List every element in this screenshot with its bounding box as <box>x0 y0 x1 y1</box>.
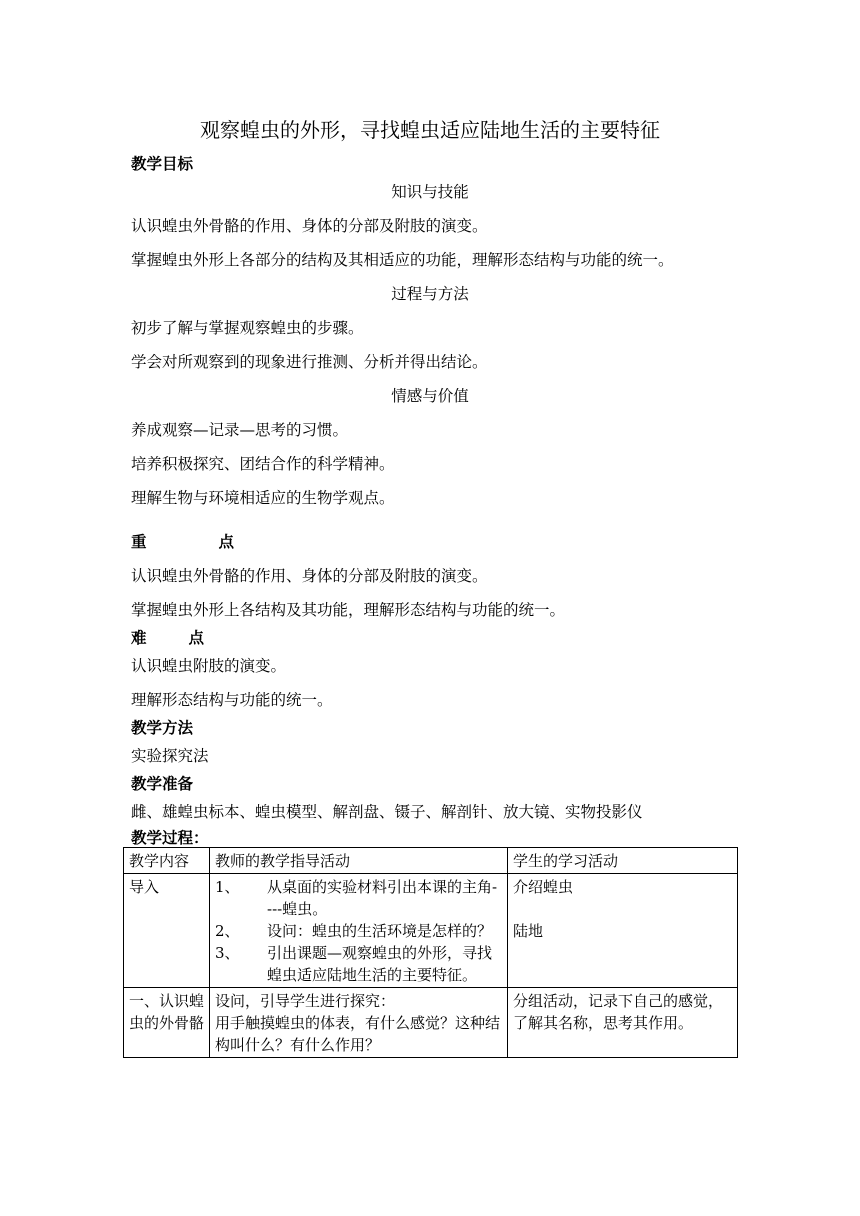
student-activity: 陆地 <box>513 922 544 940</box>
key-points-heading-char: 重 <box>131 532 147 551</box>
knowledge-item: 掌握蝗虫外形上各部分的结构及其相适应的功能，理解形态结构与功能的统一。 <box>131 251 674 269</box>
process-item: 学会对所观察到的现象进行推测、分析并得出结论。 <box>131 353 488 371</box>
table-header-cell: 教学内容 <box>124 848 210 874</box>
table-row <box>124 988 738 1058</box>
lesson-table <box>123 847 738 1058</box>
difficult-points-heading-char: 难 <box>131 628 147 647</box>
difficult-points-heading-char: 点 <box>188 628 205 647</box>
emotion-item: 培养积极探究、团结合作的科学精神。 <box>131 455 395 473</box>
process-heading: 过程与方法 <box>391 285 469 303</box>
objectives-heading: 教学目标 <box>131 154 194 173</box>
emotion-heading: 情感与价值 <box>391 387 469 405</box>
list-text: 从桌面的实验材料引出本课的主角----蝗虫。 <box>267 878 498 918</box>
key-point-item: 掌握蝗虫外形上各结构及其功能，理解形态结构与功能的统一。 <box>131 601 566 619</box>
table-cell-content: 一、认识蝗虫的外骨骼 <box>124 988 210 1058</box>
difficult-points-heading <box>131 626 204 648</box>
preparation-heading: 教学准备 <box>131 774 194 793</box>
knowledge-item: 认识蝗虫外骨骼的作用、身体的分部及附肢的演变。 <box>131 217 488 235</box>
key-points-heading <box>131 530 234 552</box>
list-number: 2、 <box>215 922 240 940</box>
process-section-heading: 教学过程： <box>131 828 209 847</box>
teacher-activity: 设问，引导学生进行探究： <box>215 992 396 1010</box>
list-text: 引出课题—观察蝗虫的外形，寻找蝗虫适应陆地生活的主要特征。 <box>267 944 493 984</box>
table-cell-student <box>508 874 738 988</box>
list-number: 1、 <box>215 878 240 896</box>
method-text: 实验探究法 <box>131 747 209 765</box>
list-item <box>215 920 502 942</box>
teacher-activity: 用手触摸蝗虫的体表，有什么感觉？这种结构叫什么？有什么作用？ <box>215 1014 501 1054</box>
emotion-item: 理解生物与环境相适应的生物学观点。 <box>131 489 395 507</box>
student-activity: 介绍蝗虫 <box>513 878 574 896</box>
difficult-point-item: 理解形态结构与功能的统一。 <box>131 691 333 709</box>
knowledge-heading: 知识与技能 <box>391 183 469 201</box>
difficult-point-item: 认识蝗虫附肢的演变。 <box>131 657 287 675</box>
emotion-item: 养成观察—记录—思考的习惯。 <box>131 421 349 439</box>
list-number: 3、 <box>215 944 240 962</box>
table-header-cell: 教师的教学指导活动 <box>210 848 508 874</box>
document-title: 观察蝗虫的外形，寻找蝗虫适应陆地生活的主要特征 <box>200 118 660 142</box>
list-text: 设问：蝗虫的生活环境是怎样的？ <box>267 922 493 940</box>
table-header-cell: 学生的学习活动 <box>508 848 738 874</box>
table-row <box>124 874 738 988</box>
table-cell-teacher <box>210 988 508 1058</box>
table-cell-student: 分组活动，记录下自己的感觉，了解其名称，思考其作用。 <box>508 988 738 1058</box>
list-item <box>215 942 502 986</box>
method-heading: 教学方法 <box>131 718 194 737</box>
table-header-row <box>124 848 738 874</box>
list-item <box>215 876 502 920</box>
process-item: 初步了解与掌握观察蝗虫的步骤。 <box>131 319 364 337</box>
key-points-heading-char: 点 <box>218 532 235 551</box>
table-cell-teacher <box>210 874 508 988</box>
preparation-text: 雌、雄蝗虫标本、蝗虫模型、解剖盘、镊子、解剖针、放大镜、实物投影仪 <box>131 803 643 821</box>
key-point-item: 认识蝗虫外骨骼的作用、身体的分部及附肢的演变。 <box>131 567 488 585</box>
table-cell-content: 导入 <box>124 874 210 988</box>
